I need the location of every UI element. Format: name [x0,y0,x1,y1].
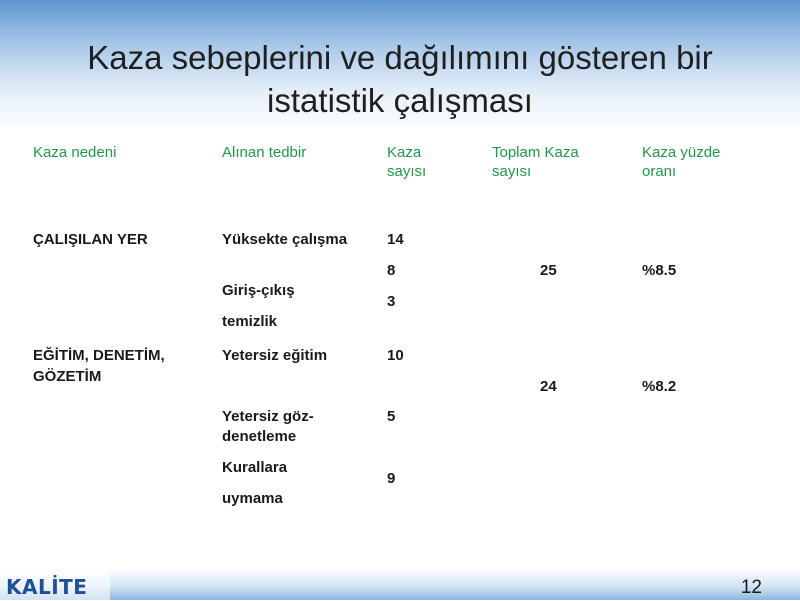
footer-gradient [0,568,800,600]
header-measure: Alınan tedbir [222,144,307,161]
header-total-line-2: sayısı [492,163,532,180]
slide-title [0,36,800,122]
group-1-count-2: 8 [387,262,396,279]
svg-text:KALİTE: KALİTE [6,575,88,599]
header-cause: Kaza nedeni [33,144,117,161]
group-2-cause-line-1: EĞİTİM, DENETİM, [33,347,165,364]
header-count-line-1: Kaza [387,144,422,161]
page-number: 12 [740,577,762,598]
header-count-line-2: sayısı [387,163,427,180]
group-1-cause: ÇALIŞILAN YER [33,231,148,248]
group-2-measure-1: Yetersiz eğitim [222,347,328,364]
group-1-measure-1: Yüksekte çalışma [222,231,348,248]
slide-title-line-1: Kaza sebeplerini ve dağılımını gösteren bir [87,39,713,76]
group-2-total: 24 [540,378,557,395]
header-percent [642,143,720,181]
group-2-measure-2: Yetersiz göz- [222,408,314,425]
kalite-logo [0,571,110,601]
header-total [492,143,579,181]
group-2-measure-3: denetleme [222,428,297,445]
group-2-count-2: 5 [387,408,396,425]
group-1-percent: %8.5 [642,262,677,279]
group-2-count-1: 10 [387,347,404,364]
group-2-measure-5: uymama [222,490,283,507]
group-2-measure-4: Kurallara [222,459,288,476]
group-2-count-3: 9 [387,470,396,487]
group-2-cause-line-2: GÖZETİM [33,368,102,385]
group-2-cause [33,345,165,387]
group-1-measure-2: Giriş-çıkış [222,282,295,299]
group-1-total: 25 [540,262,557,279]
header-total-line-1: Toplam Kaza [492,144,579,161]
slide-title-line-2: istatistik çalışması [267,82,533,119]
header-percent-line-2: oranı [642,163,677,180]
header-count [387,143,426,181]
group-1-count-1: 14 [387,231,404,248]
group-1-count-3: 3 [387,293,396,310]
group-2-percent: %8.2 [642,378,677,395]
group-1-measure-3: temizlik [222,313,278,330]
header-percent-line-1: Kaza yüzde [642,144,721,161]
